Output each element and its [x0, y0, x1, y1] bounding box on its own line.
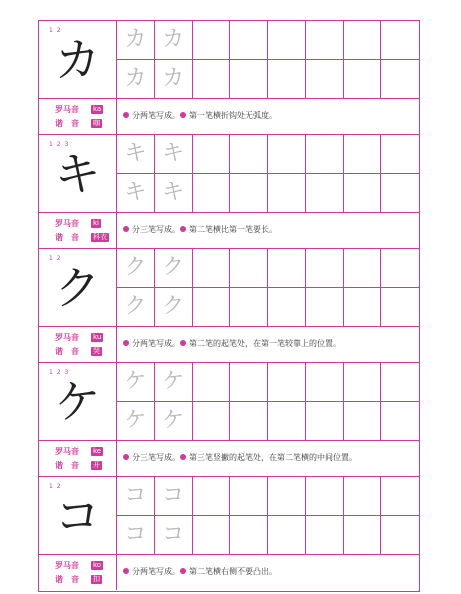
practice-cell[interactable] — [230, 402, 268, 441]
practice-cell[interactable] — [344, 174, 382, 213]
trace-character: コ — [162, 483, 185, 508]
info-row — [39, 440, 419, 477]
romaji-badge: ko — [93, 561, 102, 569]
practice-cell[interactable] — [155, 363, 193, 402]
practice-cell[interactable] — [230, 477, 268, 516]
homophone-badge: 咖 — [93, 119, 100, 127]
practice-cell[interactable] — [268, 249, 306, 288]
practice-cell[interactable] — [193, 21, 231, 60]
romaji-badge: ki — [93, 219, 99, 227]
practice-cell[interactable] — [306, 477, 344, 516]
trace-character: コ — [124, 483, 147, 508]
trace-character: ク — [124, 293, 147, 319]
practice-cell[interactable] — [306, 516, 344, 555]
homophone-badge: 开 — [93, 461, 100, 469]
tip-stroke-count: 分两笔写成。 — [132, 567, 180, 576]
pronunciation-labels — [39, 555, 117, 590]
trace-character: キ — [162, 179, 185, 205]
stroke-order-numbers: 1 2 — [49, 255, 62, 262]
trace-character: ケ — [162, 407, 185, 433]
practice-cell[interactable] — [344, 249, 382, 288]
practice-cell[interactable] — [268, 402, 306, 441]
bullet-dot — [180, 454, 186, 460]
practice-cell[interactable] — [193, 249, 231, 288]
practice-cell[interactable] — [117, 477, 155, 516]
practice-cell[interactable] — [230, 135, 268, 174]
practice-cell[interactable] — [344, 477, 382, 516]
stroke-order-numbers: 1 2 3 — [49, 141, 70, 148]
trace-character: コ — [162, 521, 185, 547]
trace-character: ク — [162, 255, 185, 280]
practice-cell[interactable] — [381, 288, 419, 327]
trace-character: ク — [162, 293, 185, 319]
bullet-dot — [180, 568, 186, 574]
bullet-dot — [123, 226, 129, 232]
practice-cell[interactable] — [230, 363, 268, 402]
model-character-cell — [39, 21, 117, 98]
model-character-cell — [39, 135, 117, 212]
practice-cell[interactable] — [155, 402, 193, 441]
practice-cell[interactable] — [344, 363, 382, 402]
practice-cell[interactable] — [306, 21, 344, 60]
practice-cell[interactable] — [268, 288, 306, 327]
practice-cell[interactable] — [344, 21, 382, 60]
romaji-badge: ku — [93, 333, 102, 341]
practice-cell[interactable] — [117, 249, 155, 288]
romaji-label: 罗马音 — [55, 105, 79, 114]
trace-character: キ — [124, 179, 147, 205]
bullet-dot — [123, 568, 129, 574]
practice-cell[interactable] — [268, 135, 306, 174]
info-row — [39, 212, 419, 249]
practice-cell[interactable] — [268, 60, 306, 99]
model-character-cell — [39, 477, 117, 554]
tip-detail: 第一笔横折钩处无弧度。 — [189, 111, 277, 120]
practice-cell[interactable] — [117, 516, 155, 555]
trace-character: カ — [162, 27, 185, 52]
info-row — [39, 554, 419, 591]
info-row — [39, 98, 419, 135]
trace-character: カ — [124, 27, 147, 52]
bullet-dot — [180, 340, 186, 346]
model-character: ケ — [54, 375, 101, 429]
practice-cell[interactable] — [117, 174, 155, 213]
practice-cell[interactable] — [155, 516, 193, 555]
practice-cell[interactable] — [268, 477, 306, 516]
romaji-badge: ka — [93, 105, 102, 113]
tip-stroke-count: 分三笔写成。 — [132, 225, 180, 234]
practice-cell[interactable] — [117, 363, 155, 402]
practice-cell[interactable] — [155, 174, 193, 213]
bullet-dot — [123, 112, 129, 118]
practice-cell[interactable] — [117, 21, 155, 60]
tip-detail: 第三笔竖撇的起笔处，在第二笔横的中间位置。 — [189, 453, 357, 462]
homophone-badge: 哭 — [93, 347, 100, 355]
tip-detail: 第二笔横比第一笔要长。 — [189, 225, 277, 234]
practice-cell[interactable] — [230, 288, 268, 327]
practice-grid — [117, 249, 419, 326]
practice-cell[interactable] — [155, 135, 193, 174]
practice-cell[interactable] — [381, 60, 419, 99]
practice-cell[interactable] — [344, 60, 382, 99]
model-character-cell — [39, 249, 117, 326]
practice-cell[interactable] — [193, 477, 231, 516]
practice-cell[interactable] — [306, 60, 344, 99]
practice-cell[interactable] — [155, 288, 193, 327]
tip-detail: 第二笔横右侧不要凸出。 — [189, 567, 277, 576]
practice-sheet — [38, 20, 420, 592]
homophone-label: 谐 音 — [55, 119, 79, 128]
stroke-order-numbers: 1 2 — [49, 27, 62, 34]
tip-stroke-count: 分两笔写成。 — [132, 339, 180, 348]
model-character-cell — [39, 363, 117, 440]
practice-cell[interactable] — [155, 477, 193, 516]
practice-cell[interactable] — [381, 135, 419, 174]
practice-cell[interactable] — [230, 249, 268, 288]
practice-cell[interactable] — [306, 402, 344, 441]
bullet-dot — [180, 112, 186, 118]
model-character: コ — [54, 489, 101, 543]
romaji-badge: ke — [93, 447, 102, 455]
practice-cell[interactable] — [344, 516, 382, 555]
practice-cell[interactable] — [381, 516, 419, 555]
practice-cell[interactable] — [381, 477, 419, 516]
practice-cell[interactable] — [268, 174, 306, 213]
trace-character: ケ — [124, 369, 147, 394]
writing-tips — [123, 339, 341, 349]
model-character: カ — [54, 33, 101, 87]
practice-cell[interactable] — [344, 135, 382, 174]
homophone-badge: 科衣 — [93, 233, 107, 241]
romaji-label: 罗马音 — [55, 447, 79, 456]
practice-cell[interactable] — [155, 60, 193, 99]
practice-cell[interactable] — [193, 174, 231, 213]
practice-cell[interactable] — [193, 135, 231, 174]
stroke-order-numbers: 1 2 3 — [49, 369, 70, 376]
practice-cell[interactable] — [155, 249, 193, 288]
practice-cell[interactable] — [381, 249, 419, 288]
practice-cell[interactable] — [381, 363, 419, 402]
homophone-label: 谐 音 — [55, 575, 79, 584]
homophone-label: 谐 音 — [55, 461, 79, 470]
bullet-dot — [123, 454, 129, 460]
practice-cell[interactable] — [306, 363, 344, 402]
practice-cell[interactable] — [230, 60, 268, 99]
practice-cell[interactable] — [344, 288, 382, 327]
practice-cell[interactable] — [117, 288, 155, 327]
tip-detail: 第二笔的起笔处，在第一笔较靠上的位置。 — [189, 339, 341, 348]
model-character: ク — [54, 261, 101, 315]
practice-cell[interactable] — [344, 402, 382, 441]
trace-character: キ — [124, 141, 147, 166]
writing-tips — [123, 567, 277, 577]
practice-cell[interactable] — [117, 402, 155, 441]
practice-cell[interactable] — [193, 60, 231, 99]
trace-character: キ — [162, 141, 185, 166]
practice-grid — [117, 21, 419, 98]
practice-cell[interactable] — [381, 174, 419, 213]
homophone-label: 谐 音 — [55, 347, 79, 356]
practice-cell[interactable] — [230, 516, 268, 555]
practice-cell[interactable] — [306, 288, 344, 327]
practice-cell[interactable] — [268, 21, 306, 60]
tip-stroke-count: 分三笔写成。 — [132, 453, 180, 462]
trace-character: カ — [162, 65, 185, 91]
trace-character: コ — [124, 521, 147, 547]
practice-cell[interactable] — [306, 174, 344, 213]
pronunciation-labels — [39, 99, 117, 134]
info-row — [39, 326, 419, 363]
model-character: キ — [54, 147, 101, 201]
writing-tips — [123, 453, 357, 463]
practice-cell[interactable] — [193, 288, 231, 327]
romaji-label: 罗马音 — [55, 333, 79, 342]
practice-cell[interactable] — [381, 402, 419, 441]
bullet-dot — [180, 226, 186, 232]
practice-cell[interactable] — [117, 135, 155, 174]
trace-character: ク — [124, 255, 147, 280]
practice-cell[interactable] — [230, 174, 268, 213]
pronunciation-labels — [39, 441, 117, 476]
practice-cell[interactable] — [117, 60, 155, 99]
practice-grid — [117, 477, 419, 554]
practice-cell[interactable] — [193, 516, 231, 555]
practice-grid — [117, 135, 419, 212]
practice-cell[interactable] — [268, 516, 306, 555]
pronunciation-labels — [39, 213, 117, 248]
practice-cell[interactable] — [193, 363, 231, 402]
romaji-label: 罗马音 — [55, 219, 79, 228]
trace-character: カ — [124, 65, 147, 91]
homophone-badge: 扣 — [93, 575, 100, 583]
practice-cell[interactable] — [268, 363, 306, 402]
romaji-label: 罗马音 — [55, 561, 79, 570]
trace-character: ケ — [124, 407, 147, 433]
writing-tips — [123, 225, 277, 235]
practice-cell[interactable] — [230, 21, 268, 60]
practice-cell[interactable] — [193, 402, 231, 441]
bullet-dot — [123, 340, 129, 346]
practice-cell[interactable] — [381, 21, 419, 60]
writing-tips — [123, 111, 277, 121]
tip-stroke-count: 分两笔写成。 — [132, 111, 180, 120]
practice-grid — [117, 363, 419, 440]
stroke-order-numbers: 1 2 — [49, 483, 62, 490]
homophone-label: 谐 音 — [55, 233, 79, 242]
practice-cell[interactable] — [155, 21, 193, 60]
practice-cell[interactable] — [306, 135, 344, 174]
trace-character: ケ — [162, 369, 185, 394]
pronunciation-labels — [39, 327, 117, 362]
practice-cell[interactable] — [306, 249, 344, 288]
